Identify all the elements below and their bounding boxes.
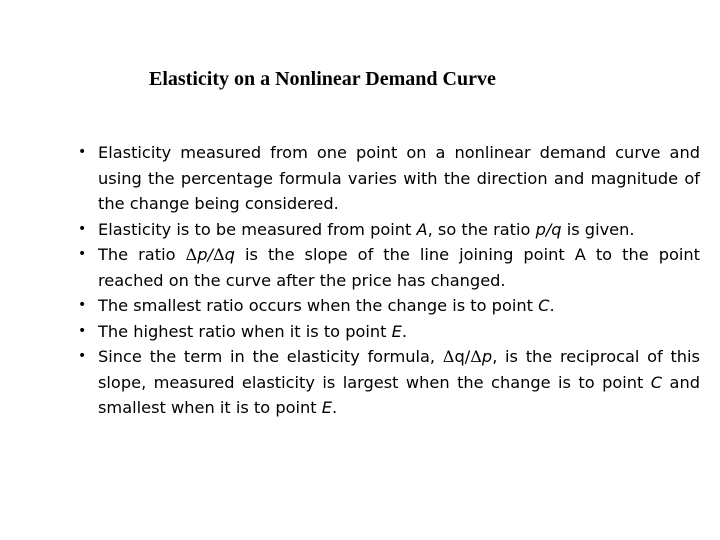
bullet-item <box>78 344 700 421</box>
point-label: A <box>416 219 428 239</box>
point-label: E <box>391 321 402 341</box>
bullet-item <box>78 293 700 319</box>
text-segment: The smallest ratio occurs when the change is to point <box>98 296 539 315</box>
text-segment: , is the reciprocal of this slope, measured elasticity is largest when the change is to point <box>98 347 700 392</box>
text-segment: The ratio <box>98 245 186 264</box>
point-label: E <box>321 398 332 417</box>
bullet-text <box>98 220 635 239</box>
text-segment: is given. <box>561 219 635 239</box>
text-segment: is the slope of the line joining point A to the point reached on the curve after the price has changed. <box>98 245 700 290</box>
bullet-icon: • <box>78 246 87 262</box>
bullet-item <box>78 319 700 345</box>
bullet-icon: • <box>78 348 87 364</box>
variable-q: q <box>224 245 235 264</box>
bullet-item <box>78 140 700 217</box>
text-segment: . <box>332 398 338 417</box>
point-label: C <box>538 296 550 315</box>
text-segment: and smallest when it is to point <box>98 372 700 417</box>
formula-segment: q/ <box>454 347 471 366</box>
point-label: C <box>650 372 663 392</box>
text-segment: . <box>549 296 555 315</box>
text-segment: Since the term in the elasticity formula, <box>98 347 443 366</box>
bullet-list <box>78 140 700 421</box>
bullet-text <box>98 245 700 290</box>
variable-p: p <box>197 245 208 264</box>
delta-symbol: Δ <box>470 347 482 366</box>
text-segment: , so the ratio <box>427 219 536 239</box>
bullet-icon: • <box>78 220 87 237</box>
text-segment: . <box>401 321 408 341</box>
delta-symbol: Δ <box>185 245 198 264</box>
text-segment: Elasticity is to be measured from point <box>98 219 417 239</box>
delta-symbol: Δ <box>212 245 225 264</box>
delta-symbol: Δ <box>442 347 455 366</box>
bullet-item <box>78 242 700 293</box>
bullet-icon: • <box>78 297 87 313</box>
text-segment: The highest ratio when it is to point <box>98 321 392 341</box>
bullet-icon: • <box>78 144 87 160</box>
slide-title: Elasticity on a Nonlinear Demand Curve <box>149 68 496 90</box>
bullet-text <box>98 322 407 341</box>
bullet-item <box>78 217 700 243</box>
formula-segment: p <box>481 347 493 366</box>
bullet-text: Elasticity measured from one point on a nonlinear demand curve and using the percentage formula varies with the direction and magnitude of the change being considered. <box>98 143 700 213</box>
bullet-text <box>98 296 555 315</box>
slash: / <box>207 245 213 264</box>
bullet-text <box>98 347 700 417</box>
ratio-label: p/q <box>535 219 562 239</box>
bullet-icon: • <box>78 322 87 339</box>
